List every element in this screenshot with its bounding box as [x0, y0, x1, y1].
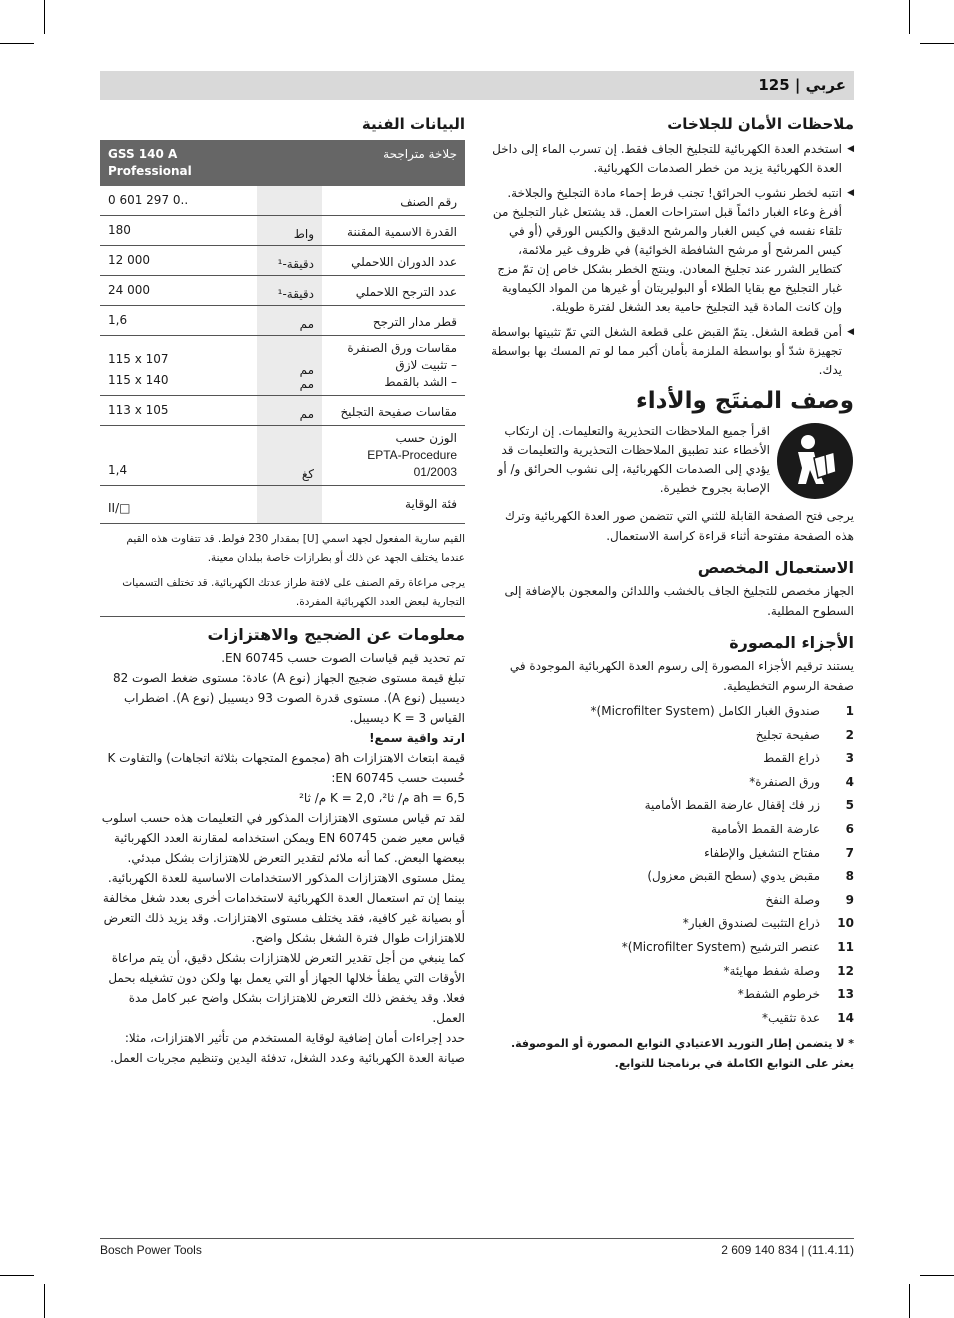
row-value: 1,6: [100, 306, 257, 336]
table-row: [100, 486, 465, 524]
table-row: [100, 306, 465, 336]
footer-docnumber: 2 609 140 834 | (11.4.11): [721, 1243, 854, 1257]
part-name: عنصر الترشيح (Microfilter System)*: [621, 939, 820, 954]
sheet-size-sub2: – الشد بالقمط: [384, 375, 457, 389]
part-number: 2: [845, 727, 854, 742]
crop-mark: [0, 1275, 34, 1276]
list-item: [487, 936, 854, 960]
intended-use-text: الجهاز مخصص للتجليخ الجاف بالخشب واللدائن والمعجون بالإضافة إلى السطوح المطلية.: [504, 584, 854, 618]
row-value: 113 x 105: [100, 396, 257, 426]
page-number-label: عربي | 125: [758, 76, 846, 94]
noise-p3: ارتد واقية سمع!: [369, 731, 465, 745]
table-note-2: يرجى مراعاة رقم الصنف على لافتة طراز عدتك الكهربائية. قد تختلف التسميات التجارية لبعض العدد الكهربائية المفردة.: [122, 577, 465, 608]
crop-mark: [44, 0, 45, 34]
list-item: [487, 983, 854, 1007]
right-column: [487, 115, 854, 1074]
sheet-size-unit1: مم: [299, 363, 314, 377]
part-number: 14: [837, 1010, 854, 1025]
table-row: [100, 216, 465, 246]
row-label: عدد الدوران اللاحملي: [322, 246, 465, 276]
part-name: مفتاح التشغيل والإطفاء: [704, 845, 820, 860]
part-name: صفيحة تجليخ: [755, 727, 820, 742]
part-name: ذراع التثبيت لصندوق الغبار*: [682, 916, 820, 931]
row-value: 24 000: [100, 276, 257, 306]
part-name: مقبض يدوي (سطح القبض معزول): [647, 869, 820, 884]
parts-list: [487, 700, 854, 1030]
row-label: القدرة الاسمية المقننة: [322, 216, 465, 246]
table-header-row: [100, 140, 465, 186]
description-title: وصف المنتَج والأداء: [636, 388, 854, 414]
warning-block: [487, 422, 854, 500]
list-item: [487, 771, 854, 795]
list-item: [487, 960, 854, 984]
weight-procedure: EPTA-Procedure 01/2003: [367, 448, 457, 479]
sheet-size-sub1: – تثبيت لازق: [395, 358, 457, 372]
part-name: ذراع القمط: [763, 751, 820, 766]
list-item: [487, 724, 854, 748]
noise-p6: لقد تم قياس مستوى الاهتزازات المذكور في التعليمات هذه حسب اسلوب قياس معير ضمن EN 60745 ويمكن استخدامه لمقارنة العدد الكهربائية ببعضها البعض. كما أنه ملائم لتقدير التعرض للاهتزازات بشكل مبدئي.: [101, 811, 465, 865]
sheet-size-unit2: مم: [299, 377, 314, 391]
row-value: 1,4: [100, 426, 257, 486]
table-row-weight: [100, 426, 465, 486]
table-row: [100, 186, 465, 216]
protection-class-symbol: II/□: [100, 486, 257, 524]
row-unit: مم: [257, 306, 322, 336]
row-label: [322, 336, 465, 396]
list-item: [487, 700, 854, 724]
crop-mark: [44, 1284, 45, 1318]
safety-bullet: ◀ أمن قطعة الشغل. يتمّ القبض على قطعة الشغل التي تمّ تثبيتها بواسطة تجهيزة شدّ أو بواسطة الملزمة بأمان أكبر مما لو تم المسك بها بواسطة يدك.: [490, 325, 854, 377]
table-row: [100, 246, 465, 276]
row-label: رقم الصنف: [322, 186, 465, 216]
footer-brand: Bosch Power Tools: [100, 1243, 202, 1257]
part-number: 12: [837, 963, 854, 978]
part-name: عارضة القمط الأمامية: [711, 821, 820, 836]
list-item: [487, 912, 854, 936]
row-unit: دقيقة-¹: [257, 276, 322, 306]
part-number: 4: [845, 774, 854, 789]
table-header-unit: [257, 140, 322, 186]
part-name: زر فك إقفال عارضة القمط الأمامية: [644, 798, 820, 813]
row-unit: [257, 486, 322, 524]
part-number: 5: [845, 798, 854, 813]
row-unit: دقيقة-¹: [257, 246, 322, 276]
read-manual-icon: [776, 422, 854, 500]
part-number: 7: [845, 845, 854, 860]
part-name: وصلة النفخ: [765, 892, 820, 907]
sheet-size-val1: 115 x 107: [108, 352, 169, 366]
row-unit: [257, 186, 322, 216]
list-item: [487, 865, 854, 889]
tech-data-table: [100, 140, 465, 524]
parts-intro: يستند ترقيم الأجزاء المصورة إلى رسوم العدة الكهربائية الموجودة في صفحة الرسوم التخطيطية.: [509, 659, 854, 693]
list-item: [487, 842, 854, 866]
tech-title: البيانات الفنية: [361, 115, 465, 133]
list-item: [487, 747, 854, 771]
row-label: فئة الوقاية: [322, 486, 465, 524]
part-name: عدة تثقيب*: [762, 1010, 820, 1025]
part-number: 13: [837, 987, 854, 1002]
row-unit: [257, 336, 322, 396]
safety-bullet: ◀ استخدم العدة الكهربائية للتجليخ الجاف فقط. إن تسرب الماء إلى داخل العدة الكهربائية يزيد من خطر الصدمات الكهربائية.: [492, 142, 854, 175]
row-unit: مم: [257, 396, 322, 426]
table-row: [100, 396, 465, 426]
row-unit: كغ: [257, 426, 322, 486]
arrow-icon: ◀: [847, 188, 854, 198]
arrow-icon: ◀: [847, 327, 854, 337]
noise-p9: حدد إجراءات أمان إضافية لوقاية المستخدم من تأثير الاهتزازات، مثلا: صيانة العدة الكهربائية وعدد الشغل، تدفئة اليدين وتنظيم مجريات العمل.: [110, 1031, 465, 1065]
part-number: 10: [837, 916, 854, 931]
parts-title: الأجزاء المصورة: [729, 633, 854, 652]
part-number: 1: [845, 704, 854, 718]
warning-text: اقرأ جميع الملاحظات التحذيرية والتعليمات. إن ارتكاب الأخطاء عند تطبيق الملاحظات التحذيرية والتعليمات قد يؤدي إلى الصدمات الكهربائية، إلى نشوب الحرائق و/ أو الإصابة بجروح خطيرة.: [497, 424, 770, 495]
part-name: ورق الصنفرة*: [749, 774, 820, 789]
crop-mark: [0, 43, 34, 44]
crop-mark: [909, 1284, 910, 1318]
safety-title: ملاحظات الأمان للجلاخات: [667, 115, 854, 133]
noise-p5: ah = 6,5 م/ ثا²، K = 2,0 م/ ثا²: [299, 791, 465, 805]
row-value: 0 601 297 0..: [100, 186, 257, 216]
noise-p7: يمثل مستوى الاهتزازات المذكور الاستخدامات الاساسية للعدة الكهربائية. بينما إن تم استعمال العدة الكهربائية لاستخدامات أخرى بعدد شغل مخالفة أو بصيانة غير كافية، فقد يختلف مستوى الاهتزازات. وقد يزيد ذلك التعرض للاهتزازات طوال فترة الشغل بشكل واضح.: [102, 871, 465, 945]
parts-footnote: * لا يتضمن إطار التوريد الاعتيادي التوابع المصورة أو الموصوفة. يعثر على التوابع الكاملة في برنامجنا للتوابع.: [510, 1037, 854, 1071]
row-unit: واط: [257, 216, 322, 246]
part-number: 11: [837, 939, 854, 954]
table-note-1: القيم سارية المفعول لجهد اسمي [U] بمقدار 230 فولط. قد تتفاوت هذه القيم عندما يختلف الجهد عن ذلك أو بطرازات خاصة ببلدان معينة.: [126, 533, 465, 564]
noise-p1: تم تحديد قيم قياسات الصوت حسب EN 60745.: [221, 651, 465, 665]
list-item: [487, 794, 854, 818]
arrow-icon: ◀: [847, 144, 854, 154]
table-header-label: جلاخة متراجحة: [322, 140, 465, 186]
noise-title: معلومات عن الضجيج والاهتزازات: [207, 625, 465, 644]
sheet-size-label: مقاسات ورق الصنفرة: [347, 341, 457, 355]
part-name: وصلة شفط مهايئة*: [723, 963, 820, 978]
footer-divider: [100, 1238, 854, 1239]
crop-mark: [909, 0, 910, 34]
table-header-model: GSS 140 A Professional: [100, 140, 257, 186]
noise-p8: كما ينبغي من أجل تقدير التعرض للاهتزازات بشكل دقيق، أن يتم مراعاة الأوقات التي يطفأ خلالها الجهاز أو التي يعمل بها ولكن دون تشغيله بحمل فعلا. وقد يخفض ذلك التعرض للاهتزازات بشكل واضح عبر كامل مدة العمل.: [108, 951, 465, 1025]
row-value: 180: [100, 216, 257, 246]
intended-use-title: الاستعمال المخصص: [697, 558, 854, 577]
part-name: خرطوم الشفط*: [737, 987, 820, 1002]
part-name: صندوق الغبار الكامل (Microfilter System)*: [590, 704, 820, 718]
noise-p2: تبلغ قيمة مستوى ضجيج الجهاز (نوع A) عادة: مستوى ضغط الصوت 82 ديسيبل (نوع A). مستوى قدرة الصوت 93 ديسيبل (نوع A). اضطراب القياس K = 3 ديسيبل.: [112, 671, 465, 725]
part-number: 9: [845, 892, 854, 907]
noise-p4: قيمة ابتعاث الاهتزازات ah (مجموع المتجهات بثلاثة اتجاهات) والتفاوت K حُسبت حسب EN 60745:: [107, 751, 465, 785]
fold-note: يرجى فتح الصفحة القابلة للثني التي تتضمن صور العدة الكهربائية وترك هذه الصفحة مفتوحة أثناء قراءة كراسة الاستعمال.: [504, 509, 854, 543]
section-divider: [100, 616, 465, 617]
part-number: 6: [845, 821, 854, 836]
list-item: [487, 818, 854, 842]
row-label: [322, 426, 465, 486]
crop-mark: [920, 1275, 954, 1276]
page-header-bar: [100, 71, 854, 100]
list-item: [487, 889, 854, 913]
row-value: [100, 336, 257, 396]
table-row: [100, 276, 465, 306]
part-number: 8: [845, 869, 854, 884]
safety-bullet: ◀ انتبه لخطر نشوب الحرائق! تجنب فرط إحماء مادة التجليخ والجلاخة. أفرغ وعاء الغبار دائماً قبل استراحات العمل. قد يشتعل غبار التجليخ من تلقاء نفسه في كيس الغبار والمرشح الدقيق والكيس الورقي (أو في كيس المرشح أو مرشح الشافطة الخوائية) في ظروف غير ملائمة، كتطاير الشرر عند تجليخ المعادن. وينتج الخطر بشكل خاص إن تمّ مزج غبار التجليخ مع بقايا الطلاء أو البوليريتان أو غيرها من المواد الكيماوية وإن كانت المادة قيد التجليخ حامية بعد الشغل لفترة طويلة.: [492, 186, 854, 314]
list-item: [487, 1007, 854, 1031]
weight-label: الوزن حسب: [395, 431, 457, 445]
row-value: 12 000: [100, 246, 257, 276]
crop-mark: [920, 43, 954, 44]
row-label: مقاسات صفيحة التجليخ: [322, 396, 465, 426]
left-column: [100, 115, 465, 1068]
sheet-size-val2: 115 x 140: [108, 373, 169, 387]
part-number: 3: [845, 751, 854, 766]
row-label: قطر مدار الترجح: [322, 306, 465, 336]
row-label: عدد الترجح اللاحملي: [322, 276, 465, 306]
table-row-sheet-size: [100, 336, 465, 396]
